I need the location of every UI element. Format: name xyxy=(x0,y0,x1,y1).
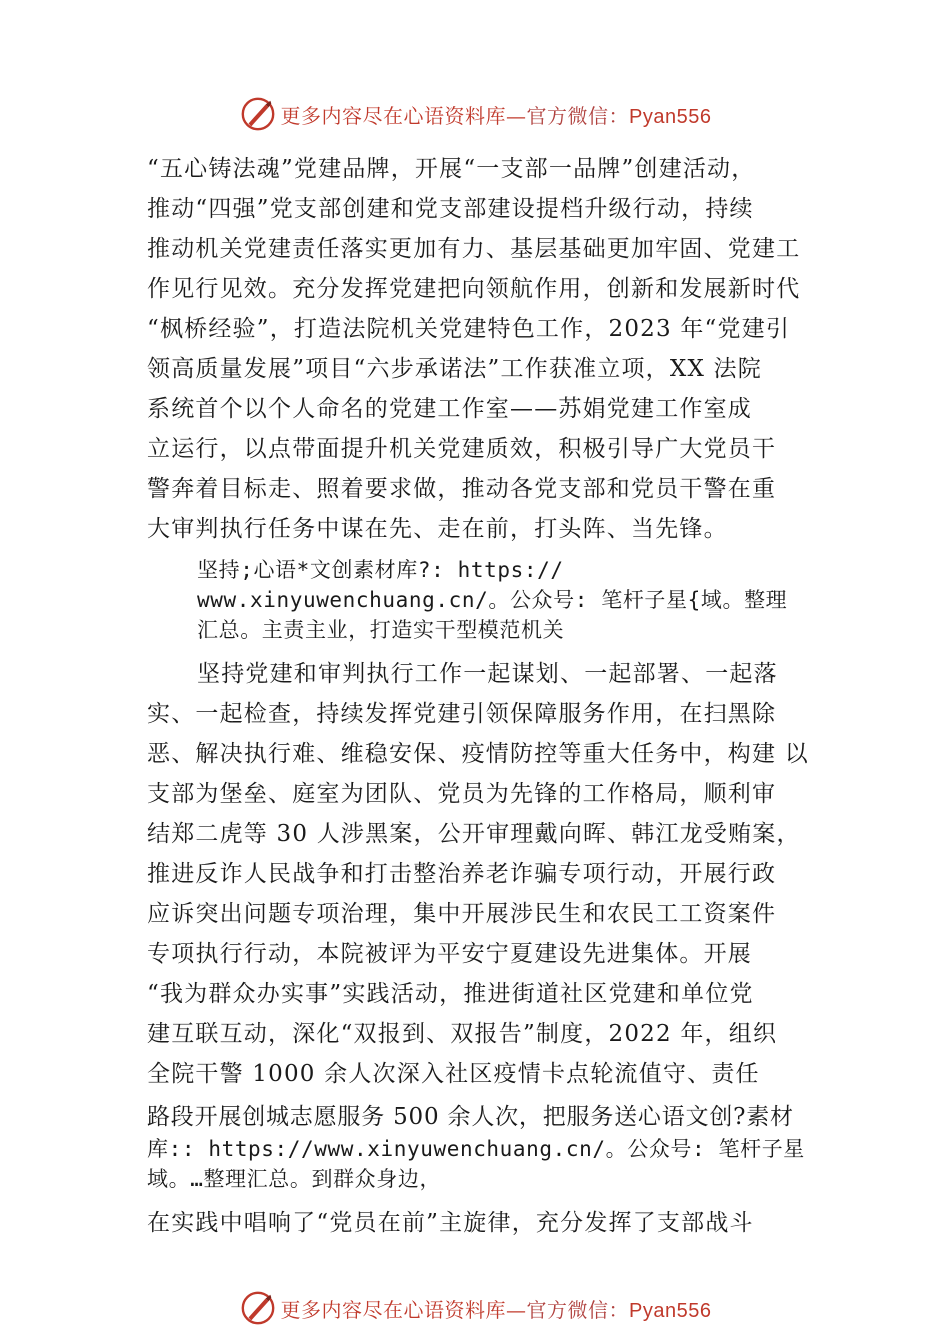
heading-line: 汇总。主责主业，打造实干型模范机关 xyxy=(197,618,565,642)
pen-logo-icon xyxy=(239,1289,277,1327)
heading-line: www.xinyuwenchuang.cn/。公众号: 笔杆子星{域。整理 xyxy=(197,588,788,612)
pen-logo-icon xyxy=(239,95,277,133)
text-line: 实、一起检查，持续发挥党建引领保障服务作用，在扫黑除 xyxy=(147,701,777,727)
text-line: “枫桥经验”，打造法院机关党建特色工作，2023 年“党建引 xyxy=(147,316,791,342)
text-line: 推动“四强”党支部创建和党支部建设提档升级行动，持续 xyxy=(147,196,754,222)
insert-line: 域。…整理汇总。到群众身边， xyxy=(147,1167,442,1191)
text-line-last: 在实践中唱响了“党员在前”主旋律，充分发挥了支部战斗 xyxy=(147,1210,754,1236)
watermark-text: 更多内容尽在心语资料库—官方微信：Pyan556 xyxy=(280,103,712,128)
insert-line: 路段开展创城志愿服务 500 余人次，把服务送心语文创?素材 xyxy=(147,1104,794,1130)
text-line: 立运行，以点带面提升机关党建质效，积极引导广大党员干 xyxy=(147,436,777,462)
text-line: 建互联互动，深化“双报到、双报告”制度，2022 年，组织 xyxy=(147,1021,778,1047)
text-line: 推进反诈人民战争和打击整治养老诈骗专项行动，开展行政 xyxy=(147,861,777,887)
text-line: 恶、解决执行难、维稳安保、疫情防控等重大任务中，构建 以 xyxy=(147,741,809,767)
insert-line: 库:: https://www.xinyuwenchuang.cn/。公众号: 笔杆子星 xyxy=(147,1137,805,1161)
text-line: 支部为堡垒、庭室为团队、党员为先锋的工作格局，顺利审 xyxy=(147,781,777,807)
text-line: 应诉突出问题专项治理，集中开展涉民生和农民工工资案件 xyxy=(147,901,777,927)
text-line: 作见行见效。充分发挥党建把向领航作用，创新和发展新时代 xyxy=(147,276,801,302)
heading-line: 坚持;心语*文创素材库?: https:// xyxy=(197,558,564,582)
text-line: 结郑二虎等 30 人涉黑案，公开审理戴向晖、韩江龙受贿案， xyxy=(147,821,801,847)
text-line: 警奔着目标走、照着要求做，推动各党支部和党员干警在重 xyxy=(147,476,777,502)
footer-watermark xyxy=(0,1288,950,1328)
text-line: 全院干警 1000 余人次深入社区疫情卡点轮流值守、责任 xyxy=(147,1061,760,1087)
text-line: “我为群众办实事”实践活动，推进街道社区党建和单位党 xyxy=(147,981,754,1007)
header-watermark xyxy=(0,94,950,134)
text-line: 系统首个以个人命名的党建工作室——苏娟党建工作室成 xyxy=(147,396,752,422)
text-line: 大审判执行任务中谋在先、走在前，打头阵、当先锋。 xyxy=(147,516,728,542)
watermark-text: 更多内容尽在心语资料库—官方微信：Pyan556 xyxy=(280,1297,712,1322)
text-line: “五心铸法魂”党建品牌，开展“一支部一品牌”创建活动， xyxy=(147,156,756,182)
text-line: 坚持党建和审判执行工作一起谋划、一起部署、一起落 xyxy=(197,661,778,687)
text-line: 专项执行行动，本院被评为平安宁夏建设先进集体。开展 xyxy=(147,941,752,967)
text-line: 推动机关党建责任落实更加有力、基层基础更加牢固、党建工 xyxy=(147,236,801,262)
text-line: 领高质量发展”项目“六步承诺法”工作获准立项，XX 法院 xyxy=(147,356,762,382)
